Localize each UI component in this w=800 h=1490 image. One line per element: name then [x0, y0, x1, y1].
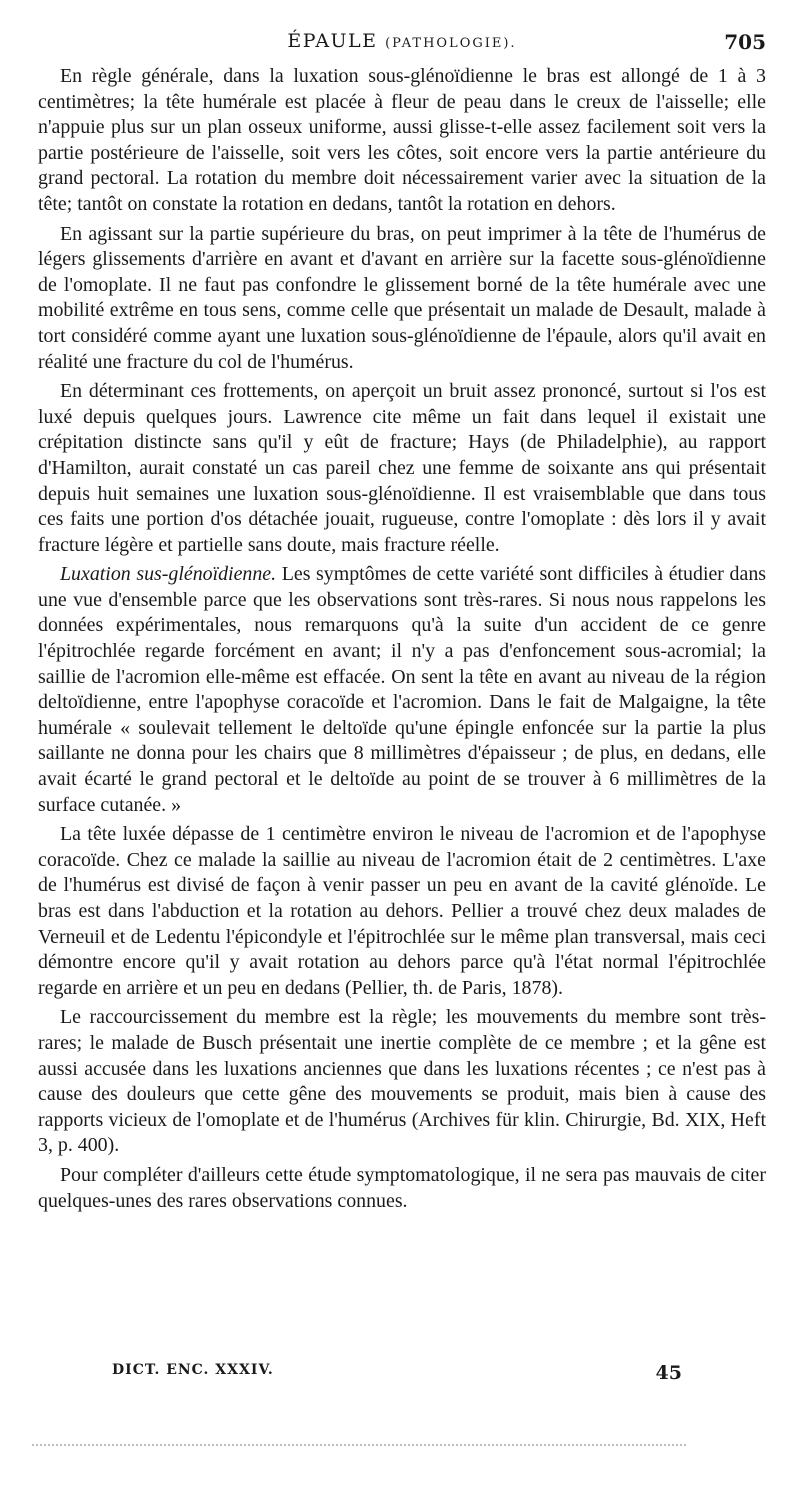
paragraph — [38, 222, 766, 376]
paragraph — [38, 822, 766, 1001]
paragraph-text: En déterminant ces frottements, on aperçoit un bruit assez prononcé, surtout si l'os est luxé depuis quelques jours. Lawrence cite même un fait dans lequel il existait une crépitation distincte sans qu'il y eût de fracture; Hays (de Philadelphie), au rapport d'Hamilton, aurait constaté un cas pareil chez une femme de soixante ans qui présentait depuis huit semaines une luxation sous-glénoïdienne. Il est vraisemblable que dans tous ces faits une portion d'os détachée jouait, rugueuse, contre l'omoplate : dès lors il y avait fracture légère et partielle sans doute, mais fracture réelle. — [38, 380, 766, 556]
paragraph-text: Les symptômes de cette variété sont difficiles à étudier dans une vue d'ensemble parce que les observations sont très-rares. Si nous nous rappelons les données expérimentales, nous remarquons qu'à la suite d'un accident de ce genre l'épitrochlée regarde forcément en avant; il n'y a pas d'enfoncement sous-acromial; la saillie de l'acromion elle-même est effacée. On sent la tête en avant au niveau de la région deltoïdienne, entre l'apophyse coracoïde et l'acromion. Dans le fait de Malgaigne, la tête humérale « soulevait tellement le deltoïde qu'une épingle enfoncée sur la partie la plus saillante ne donna pour les chairs que 8 millimètres d'épaisseur ; de plus, en dedans, elle avait écarté le grand pectoral et le deltoïde au point de se trouver à 6 millimètres de la surface cutanée. » — [38, 563, 766, 816]
paragraph — [38, 379, 766, 558]
paragraph-text: En règle générale, dans la luxation sous-glénoïdienne le bras est allongé de 1 à 3 centimètres; la tête humérale est placée à fleur de peau dans le creux de l'aisselle; elle n'appuie plus sur un plan osseux uniforme, aussi glisse-t-elle assez facilement soit vers la partie postérieure de l'aisselle, soit vers les côtes, soit encore vers la partie antérieure du grand pectoral. La rotation du membre doit nécessairement varier avec la situation de la tête; tantôt on constate la rotation en dedans, tantôt la rotation en dehors. — [38, 65, 766, 215]
paragraph — [38, 1163, 766, 1214]
running-title — [38, 30, 766, 52]
running-title-sub: (PATHOLOGIE). — [385, 36, 517, 51]
paragraph-text: En agissant sur la partie supérieure du bras, on peut imprimer à la tête de l'humérus de légers glissements d'arrière en avant et d'avant en arrière sur la facette sous-glénoïdienne de l'omoplate. Il ne faut pas confondre le glissement borné de la tête humérale avec une mobilité extrême en tous sens, comme celle que présentait un malade de Desault, malade à tort considéré comme ayant une luxation sous-glénoïdienne de l'épaule, alors qu'il avait en réalité une fracture du col de l'humérus. — [38, 222, 766, 373]
paragraph-text: Le raccourcissement du membre est la règle; les mouvements du membre sont très-rares; le malade de Busch présentait une inertie complète de ce membre ; et la gêne est aussi accusée dans les luxations anciennes que dans les luxations récentes ; ce n'est pas à cause des douleurs que cette gêne des mouvements se produit, mais bien à cause des rapports vicieux de l'omoplate et de l'humérus (Archives für klin. Chirurgie, Bd. XIX, Heft 3, p. 400). — [38, 1006, 766, 1157]
signature-mark: DICT. ENC. XXXIV. — [112, 1362, 274, 1378]
page-footer — [112, 1362, 682, 1386]
paragraph — [38, 64, 766, 218]
paragraph-text: La tête luxée dépasse de 1 centimètre environ le niveau de l'acromion et de l'apophyse coracoïde. Chez ce malade la saillie au niveau de l'acromion était de 2 centimètres. L'axe de l'humérus est divisé de façon à venir passer un peu en avant de la cavité glénoïde. Le bras est dans l'abduction et la rotation au dehors. Pellier a trouvé chez deux malades de Verneuil et de Ledentu l'épicondyle et l'épitrochlée sur le même plan transversal, mais ceci démontre encore qu'il y avait rotation au dehors parce qu'à l'état normal l'épitrochlée regarde en arrière et un peu en dedans (Pellier, th. de Paris, 1878). — [38, 823, 766, 999]
paragraph-lead: Luxation sus-glénoïdienne. — [60, 563, 277, 586]
page-number: 705 — [724, 30, 766, 54]
paragraph-text: Pour compléter d'ailleurs cette étude symptomatologique, il ne sera pas mauvais de citer quelques-unes des rares observations connues. — [38, 1163, 766, 1212]
bottom-dotted-rule — [32, 1444, 686, 1446]
body-text — [38, 64, 766, 1218]
paragraph — [38, 562, 766, 818]
signature-number: 45 — [655, 1362, 682, 1384]
running-header — [38, 30, 766, 58]
running-title-main: ÉPAULE — [287, 30, 378, 52]
paragraph — [38, 1005, 766, 1159]
